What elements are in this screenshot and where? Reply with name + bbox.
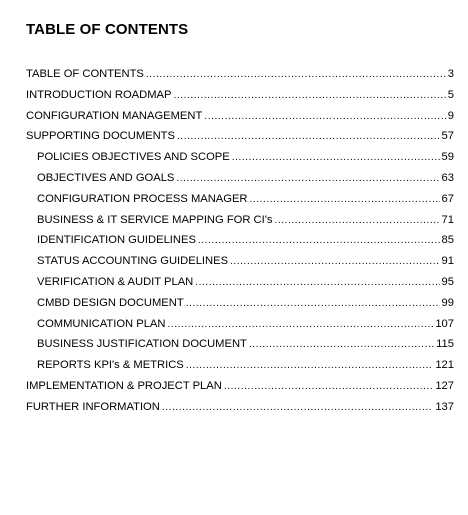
toc-entry-page-number: 71 [441,213,454,226]
toc-entry-title: VERIFICATION & AUDIT PLAN [37,275,194,288]
dot-leader [204,107,445,127]
toc-entry-page-number: 137 [435,400,454,413]
toc-entry-page-number: 121 [435,359,454,372]
toc-entry[interactable] [26,376,454,397]
toc-entry-page-number: 59 [441,151,454,164]
toc-entry[interactable] [26,272,454,293]
dot-leader [186,356,434,376]
toc-list [26,64,454,418]
toc-entry-page-number: 9 [447,109,454,122]
toc-entry-title: REPORTS KPI's & METRICS [37,359,184,372]
dot-leader [232,148,440,168]
toc-entry-title: SUPPORTING DOCUMENTS [26,130,175,143]
dot-leader [198,231,440,251]
toc-entry-page-number: 99 [441,296,454,309]
toc-entry[interactable] [26,314,454,335]
dot-leader [186,294,440,314]
toc-entry-title: CONFIGURATION PROCESS MANAGER [37,192,248,205]
toc-entry-title: CONFIGURATION MANAGEMENT [26,109,203,122]
toc-entry-page-number: 115 [436,338,454,351]
toc-entry-title: COMMUNICATION PLAN [37,317,166,330]
toc-entry-page-number: 67 [441,192,454,205]
toc-entry[interactable] [26,293,454,314]
toc-entry-title: TABLE OF CONTENTS [26,68,144,80]
dot-leader [162,398,433,418]
toc-entry[interactable] [26,168,454,189]
toc-entry-title: CMBD DESIGN DOCUMENT [37,296,184,309]
toc-entry-title: OBJECTIVES AND GOALS [37,171,175,184]
toc-entry-title: BUSINESS JUSTIFICATION DOCUMENT [37,338,247,351]
toc-entry-page-number: 85 [441,234,454,247]
toc-entry[interactable] [26,397,454,418]
toc-entry-title: IMPLEMENTATION & PROJECT PLAN [26,379,222,392]
toc-entry-title: INTRODUCTION ROADMAP [26,88,172,101]
toc-entry-title: IDENTIFICATION GUIDELINES [37,234,196,247]
dot-leader [176,169,439,189]
toc-entry[interactable] [26,147,454,168]
dot-leader [173,86,445,106]
toc-entry-title: STATUS ACCOUNTING GUIDELINES [37,255,229,268]
toc-entry-page-number: 5 [447,88,454,101]
toc-entry-page-number: 3 [447,68,454,80]
toc-entry[interactable] [26,85,454,106]
toc-entry-title: FURTHER INFORMATION [26,400,160,413]
dot-leader [224,377,434,397]
dot-leader [167,315,433,335]
dot-leader [146,65,446,85]
dot-leader [249,335,434,355]
toc-entry[interactable] [26,230,454,251]
toc-entry[interactable] [26,126,454,147]
toc-entry-title: BUSINESS & IT SERVICE MAPPING FOR CI's [37,213,273,226]
toc-entry[interactable] [26,64,454,85]
toc-entry[interactable] [26,106,454,127]
toc-entry-page-number: 63 [441,171,454,184]
dot-leader [230,252,440,272]
toc-entry-title: POLICIES OBJECTIVES AND SCOPE [37,151,230,164]
toc-entry[interactable] [26,251,454,272]
dot-leader [274,211,439,231]
toc-entry[interactable] [26,334,454,355]
toc-entry[interactable] [26,189,454,210]
dot-leader [250,190,440,210]
toc-heading: TABLE OF CONTENTS [26,21,189,38]
dot-leader [177,127,440,147]
dot-leader [195,273,439,293]
toc-entry-page-number: 57 [441,130,454,143]
toc-entry-page-number: 127 [435,379,454,392]
toc-entry-page-number: 91 [441,255,454,268]
toc-entry-page-number: 107 [435,317,454,330]
toc-entry[interactable] [26,210,454,231]
toc-entry-page-number: 95 [441,275,454,288]
toc-entry[interactable] [26,355,454,376]
